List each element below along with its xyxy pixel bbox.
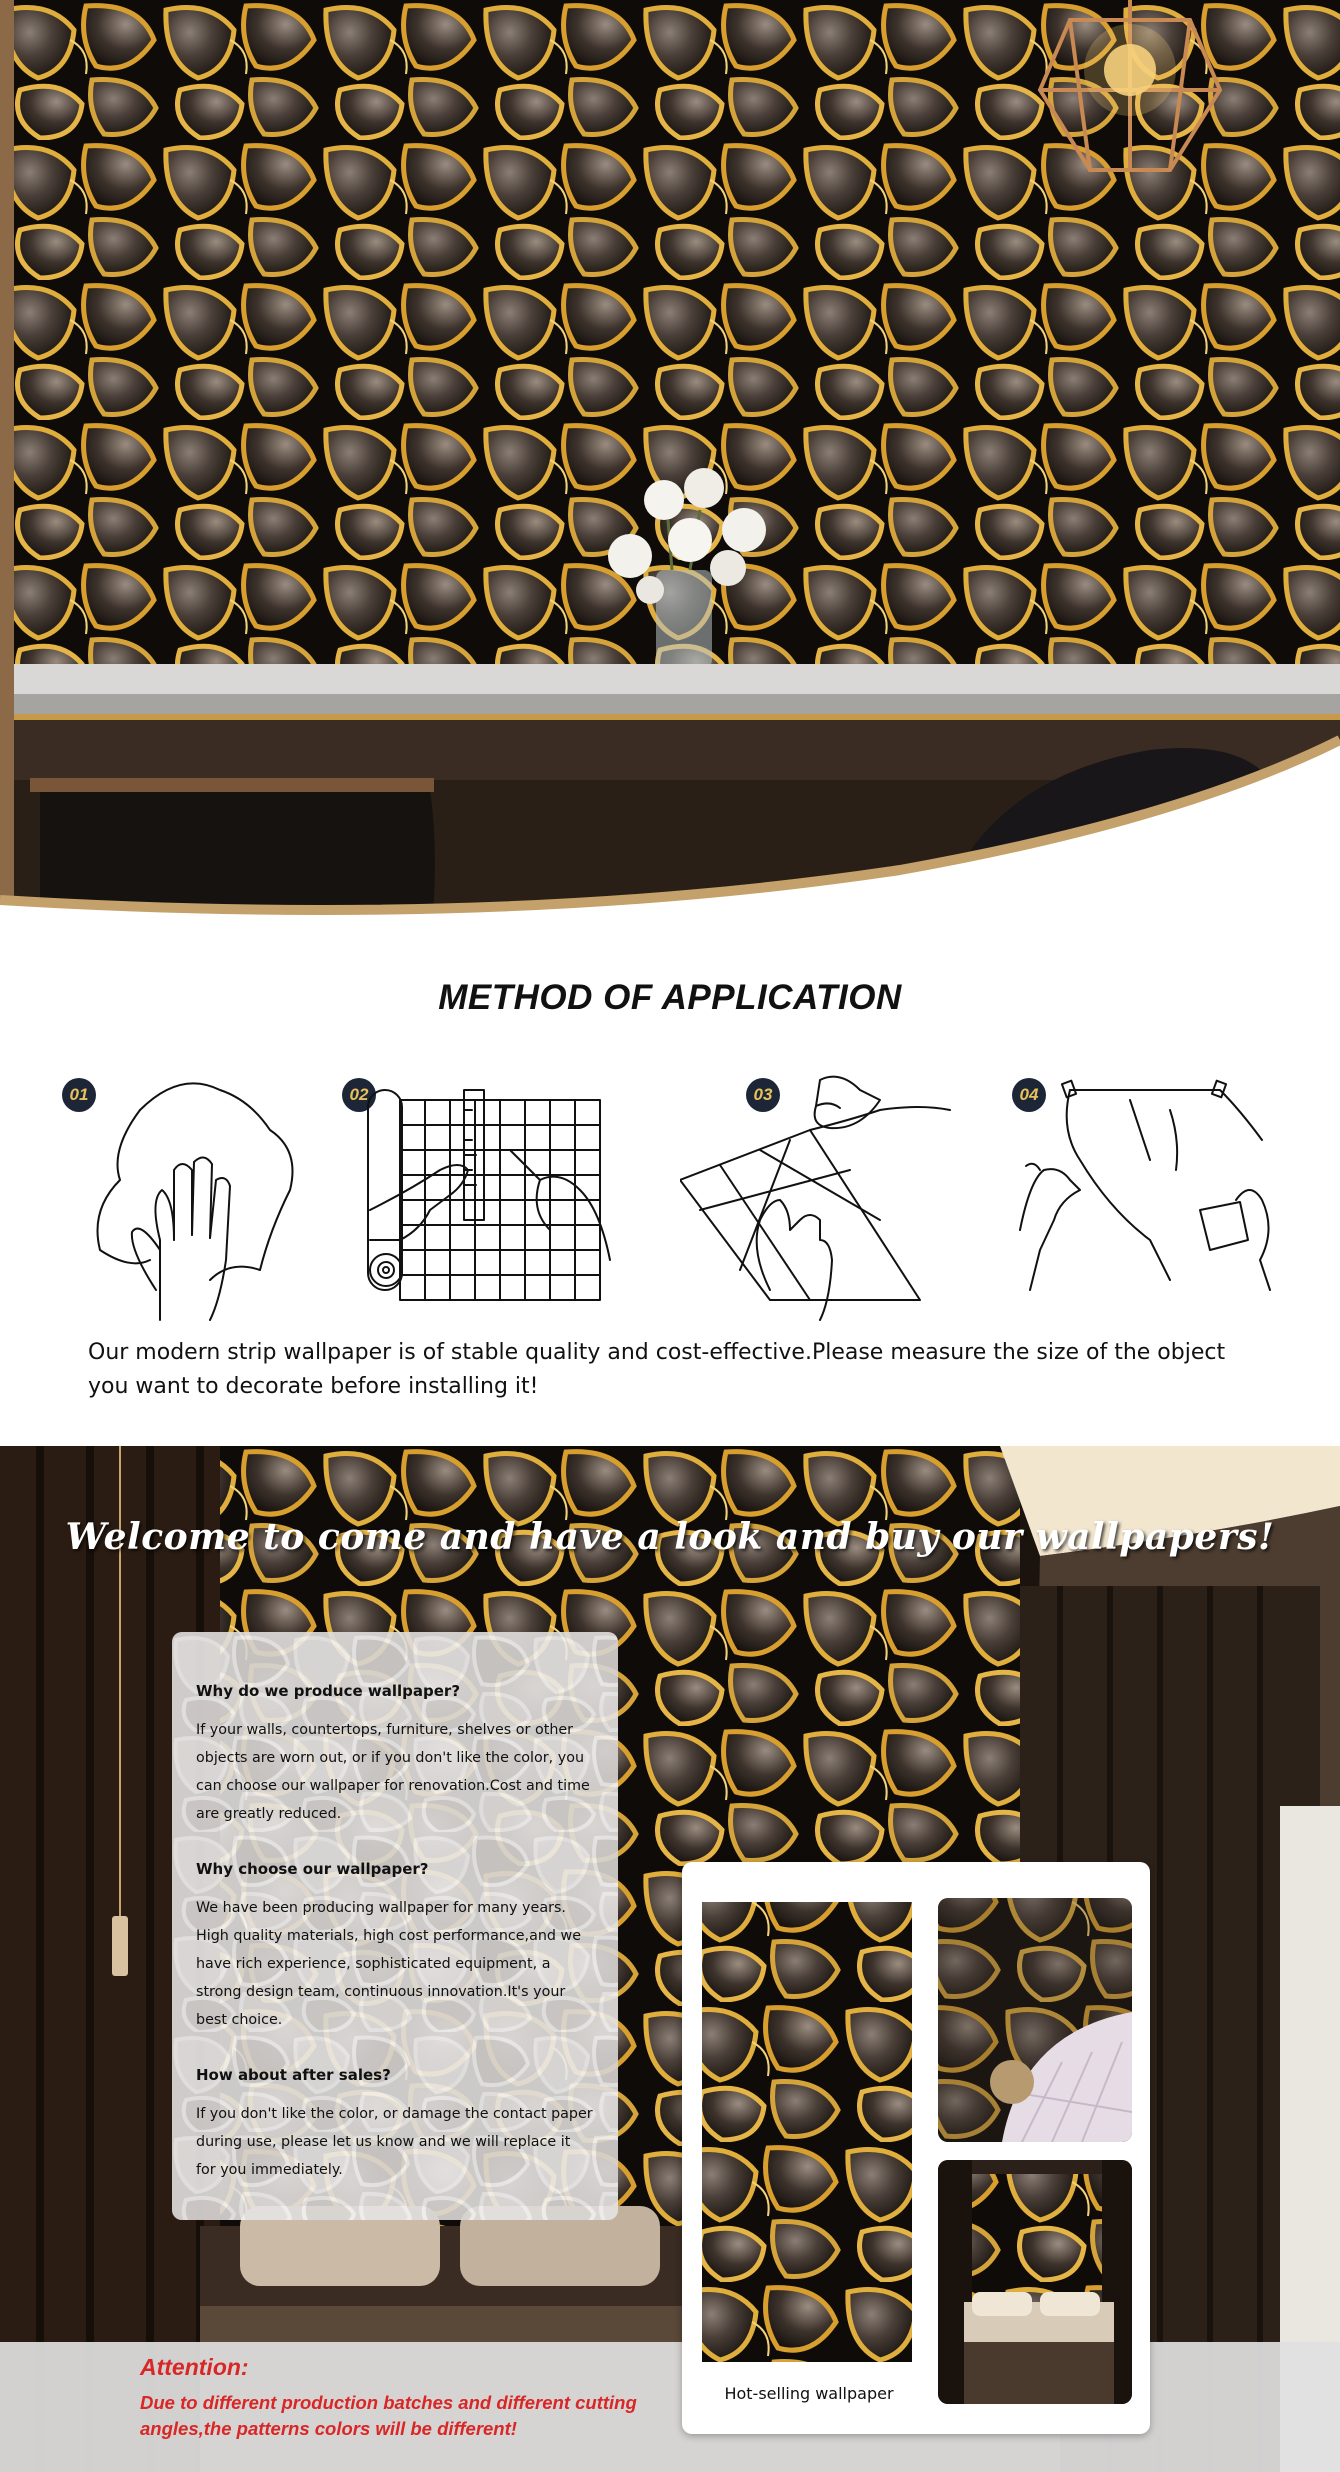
- attention-text: Due to different production batches and different cutting angles,the patterns colors will be different!: [140, 2392, 637, 2439]
- info-panel: [172, 1632, 618, 2220]
- faq-question: Why choose our wallpaper?: [196, 1860, 429, 1878]
- attention-title: Attention:: [140, 2354, 249, 2380]
- step-3: [680, 1070, 980, 1330]
- measure-cut-icon: [360, 1070, 620, 1330]
- step-number-badge: 01: [62, 1078, 96, 1112]
- faq-answer: If you don't like the color, or damage the contact paper during use, please let us know and we will replace it for you immediately.: [196, 2106, 593, 2178]
- faq-question: Why do we produce wallpaper?: [196, 1682, 461, 1700]
- wipe-wall-icon: [70, 1070, 330, 1330]
- smooth-apply-icon: [1000, 1070, 1280, 1330]
- peel-backing-icon: [680, 1070, 970, 1330]
- wallpaper-roll-image: [938, 1898, 1132, 2142]
- method-title: METHOD OF APPLICATION: [438, 978, 902, 1017]
- hero-banner: [0, 0, 1340, 940]
- hero-room-illustration: [0, 0, 1340, 940]
- marble-shelf: [14, 664, 1340, 694]
- step-number-badge: 03: [746, 1078, 780, 1112]
- step-1: [60, 1070, 360, 1330]
- product-card[interactable]: [682, 1862, 1150, 2434]
- faq-question: How about after sales?: [196, 2066, 391, 2084]
- wallpaper-sample-image: [702, 1902, 912, 2362]
- method-description: Our modern strip wallpaper is of stable quality and cost-effective.Please measure the size of the object you want to decorate before installing it!: [88, 1340, 1226, 1399]
- step-number-badge: 04: [1012, 1078, 1046, 1112]
- step-number-badge: 02: [342, 1078, 376, 1112]
- faq-answer: If your walls, countertops, furniture, shelves or other objects are worn out, or if you don't like the color, you can choose our wallpaper for renovation.Cost and time are greatly reduced.: [196, 1722, 590, 1822]
- bedroom-preview-image: [938, 2160, 1132, 2404]
- product-caption: Hot-selling wallpaper: [724, 2384, 894, 2403]
- faq-answer: We have been producing wallpaper for many years. High quality materials, high cost performance,and we have rich experience, sophisticated equipment, a strong design team, continuous innovation.It's your best choice.: [196, 1900, 582, 2028]
- welcome-headline: Welcome to come and have a look and buy our wallpapers!: [65, 1516, 1275, 1558]
- step-2: [340, 1070, 640, 1330]
- step-4: [1000, 1070, 1300, 1330]
- product-images: [682, 1862, 1150, 2434]
